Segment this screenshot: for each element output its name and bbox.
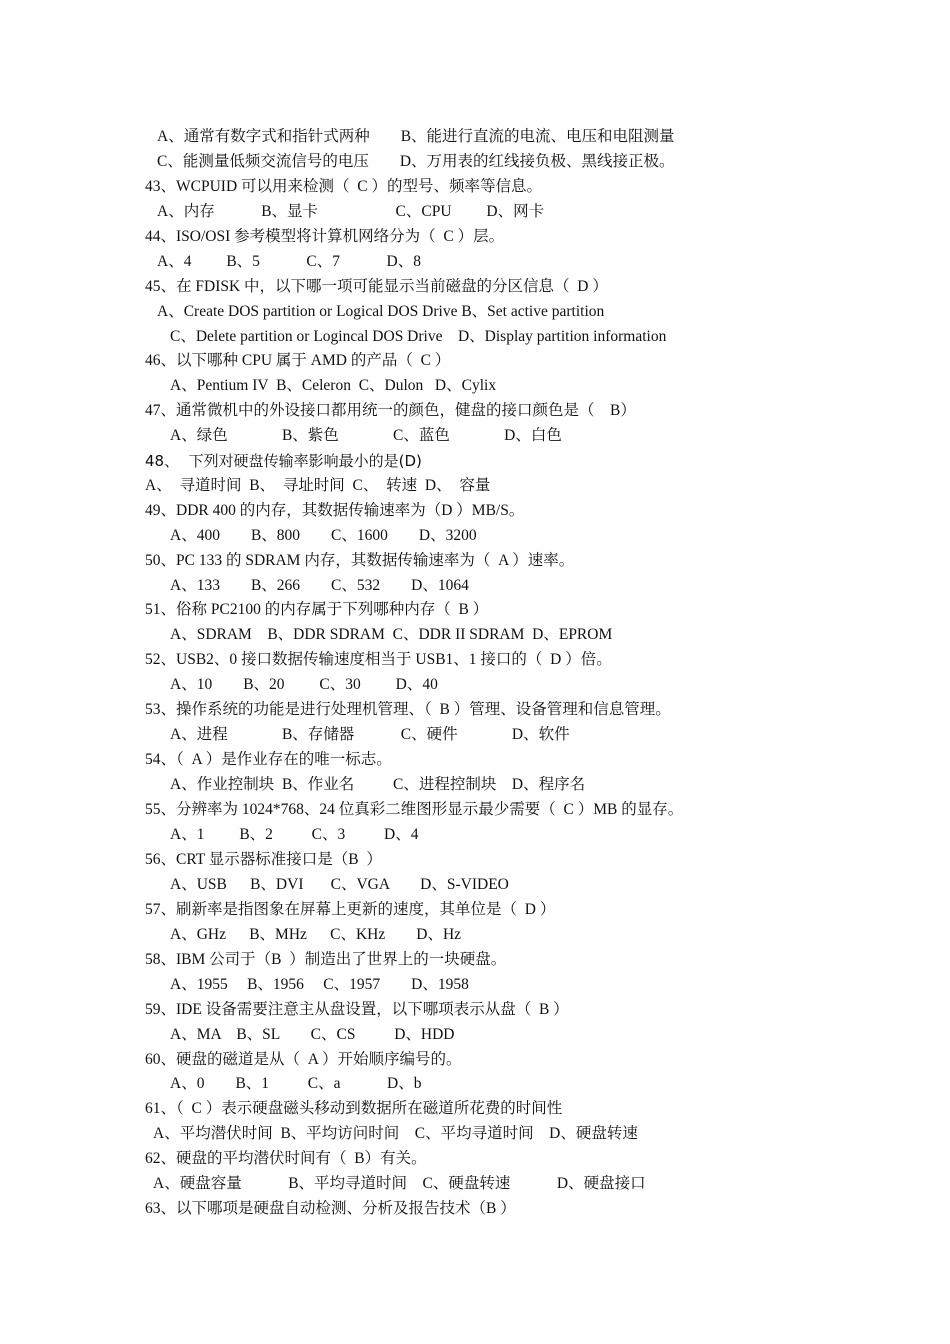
option-line: A、GHz B、MHz C、KHz D、Hz <box>170 926 462 943</box>
option-line: A、MA B、SL C、CS D、HDD <box>170 1026 455 1043</box>
question-line: 54、（ A ）是作业存在的唯一标志。 <box>145 751 392 768</box>
question-line: 52、USB2、0 接口数据传输速度相当于 USB1、1 接口的（ D ）倍。 <box>145 651 612 668</box>
question-line: 48、 下列对硬盘传输率影响最小的是(D) <box>145 452 422 470</box>
option-line: A、 寻道时间 B、 寻址时间 C、 转速 D、 容量 <box>145 477 491 494</box>
question-line: 51、俗称 PC2100 的内存属于下列哪种内存（ B ） <box>145 601 489 618</box>
option-line: A、1 B、2 C、3 D、4 <box>170 826 419 843</box>
option-line: A、SDRAM B、DDR SDRAM C、DDR II SDRAM D、EPROM <box>170 626 613 643</box>
option-line: A、内存 B、显卡 C、CPU D、网卡 <box>157 203 545 220</box>
question-line: 58、IBM 公司于（B ）制造出了世界上的一块硬盘。 <box>145 951 507 968</box>
question-line: 44、ISO/OSI 参考模型将计算机网络分为（ C ）层。 <box>145 228 505 245</box>
question-line: 59、IDE 设备需要注意主从盘设置，以下哪项表示从盘（ B ） <box>145 1001 569 1018</box>
question-line: 60、硬盘的磁道是从（ A ）开始顺序编号的。 <box>145 1051 462 1068</box>
option-line: A、作业控制块 B、作业名 C、进程控制块 D、程序名 <box>170 776 586 793</box>
option-line: A、绿色 B、紫色 C、蓝色 D、白色 <box>170 427 562 444</box>
option-line: A、平均潜伏时间 B、平均访问时间 C、平均寻道时间 D、硬盘转速 <box>153 1125 638 1142</box>
option-line: A、1955 B、1956 C、1957 D、1958 <box>170 976 469 993</box>
option-line: A、10 B、20 C、30 D、40 <box>170 676 438 693</box>
option-line: A、硬盘容量 B、平均寻道时间 C、硬盘转速 D、硬盘接口 <box>153 1175 646 1192</box>
question-line: 53、操作系统的功能是进行处理机管理、（ B ）管理、设备管理和信息管理。 <box>145 701 671 718</box>
option-line: A、进程 B、存储器 C、硬件 D、软件 <box>170 726 570 743</box>
question-line: 61、（ C ）表示硬盘磁头移动到数据所在磁道所花费的时间性 <box>145 1100 563 1117</box>
option-line: A、USB B、DVI C、VGA D、S-VIDEO <box>170 876 509 893</box>
question-line: 62、硬盘的平均潜伏时间有（ B）有关。 <box>145 1150 427 1167</box>
question-line: 47、通常微机中的外设接口都用统一的颜色，健盘的接口颜色是（ B） <box>145 402 636 419</box>
option-line: A、4 B、5 C、7 D、8 <box>157 253 421 270</box>
question-line: 43、WCPUID 可以用来检测（ C ）的型号、频率等信息。 <box>145 178 542 195</box>
option-line: A、通常有数字式和指针式两种 B、能进行直流的电流、电压和电阻测量 <box>157 128 675 145</box>
option-line: A、133 B、266 C、532 D、1064 <box>170 577 469 594</box>
option-line: A、Create DOS partition or Logical DOS Drive B、Set active partition <box>157 303 605 320</box>
option-line: A、Pentium IV B、Celeron C、Dulon D、Cylix <box>170 377 497 394</box>
question-line: 55、分辨率为 1024*768、24 位真彩二维图形显示最少需要（ C ）MB 的显存。 <box>145 801 684 818</box>
question-line: 57、刷新率是指图象在屏幕上更新的速度，其单位是（ D ） <box>145 901 556 918</box>
question-line: 46、以下哪种 CPU 属于 AMD 的产品（ C ） <box>145 352 451 369</box>
question-line: 50、PC 133 的 SDRAM 内存，其数据传输速率为（ A ）速率。 <box>145 552 575 569</box>
question-line: 49、DDR 400 的内存，其数据传输速率为（D ）MB/S。 <box>145 502 525 519</box>
option-line: A、0 B、1 C、a D、b <box>170 1075 422 1092</box>
question-line: 45、在 FDISK 中，以下哪一项可能显示当前磁盘的分区信息（ D ） <box>145 278 608 295</box>
option-line: A、400 B、800 C、1600 D、3200 <box>170 527 477 544</box>
question-line: 56、CRT 显示器标准接口是（B ） <box>145 851 382 868</box>
option-line: C、Delete partition or Logincal DOS Drive D、Display partition information <box>170 328 667 345</box>
question-line: 63、以下哪项是硬盘自动检测、分析及报告技术（B ） <box>145 1200 516 1217</box>
option-line: C、能测量低频交流信号的电压 D、万用表的红线接负极、黑线接正极。 <box>157 153 675 170</box>
